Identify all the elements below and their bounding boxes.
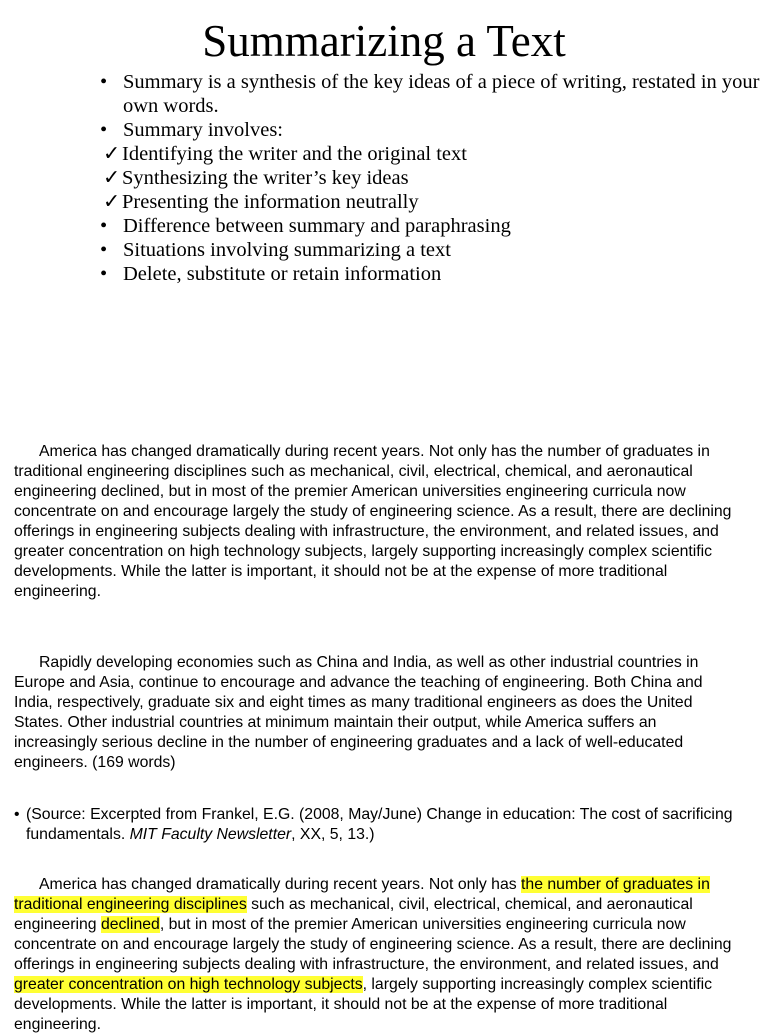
checkmark-icon: ✓: [103, 191, 121, 213]
bullet-item: [0, 118, 768, 142]
highlighted-phrase: greater concentration on high technology subjects: [14, 976, 363, 993]
bullet-item: [0, 238, 768, 262]
bullet-icon: •: [100, 119, 108, 141]
source-suffix: , XX, 5, 13.): [291, 826, 375, 843]
source-citation: [14, 805, 756, 845]
bullet-list: [0, 70, 768, 286]
passage-segment: America has changed dramatically during recent years. Not only has: [39, 876, 522, 893]
checklist-text: Synthesizing the writer’s key ideas: [122, 167, 409, 189]
passage-paragraph-2: Rapidly developing economies such as China and India, as well as other industrial countries in Europe and Asia, continue to encourage and advance the teaching of engineering. Both China and India, respectively, graduate six and eight times as many traditional engineers as does the United States. Other industrial countries at minimum maintain their output, while America suffers an increasingly serious decline in the number of engineering graduates and a lack of well-educated engineers. (169 words): [14, 654, 703, 771]
passage-segment: such as mechanical, civil, electrical, chemical, and aeronautical engineering: [14, 896, 693, 933]
bullet-icon: •: [100, 263, 108, 285]
bullet-item: [0, 70, 768, 118]
bullet-item: [0, 262, 768, 286]
checklist-text: Presenting the information neutrally: [122, 191, 419, 213]
bullet-icon: •: [14, 806, 20, 823]
checklist-item: [0, 166, 768, 190]
passage-paragraph-1: America has changed dramatically during recent years. Not only has the number of graduates in traditional engineering disciplines such as mechanical, civil, electrical, chemical, and aeronautical engineering declined, but in most of the premier American universities engineering curricula now concentrate on and encourage largely the study of engineering science. As a result, there are declining offerings in engineering subjects dealing with infrastructure, the environment, and related issues, and greater concentration on high technology subjects, largely supporting increasingly complex scientific developments. While the latter is important, it should not be at the expense of more traditional engineering.: [14, 443, 732, 600]
source-journal: MIT Faculty Newsletter: [129, 826, 292, 843]
bullet-icon: •: [100, 239, 108, 261]
passage-segment: , largely supporting increasingly complex scientific developments. While the latter is important, it should not be at the expense of more traditional engineering.: [14, 976, 713, 1033]
bullet-text: Summary is a synthesis of the key ideas of a piece of writing, restated in your own words.: [123, 71, 760, 117]
source-prefix: (Source: Excerpted from Frankel, E.G. (2008, May/June) Change in education: The cost of sacrificing fundamentals.: [26, 806, 733, 843]
highlighted-paragraph: [14, 875, 744, 1035]
bullet-text: Situations involving summarizing a text: [123, 239, 451, 261]
bullet-text: Summary involves:: [123, 119, 284, 141]
checkmark-icon: ✓: [103, 143, 121, 165]
bullet-text: Difference between summary and paraphrasing: [123, 215, 511, 237]
bullet-text: Delete, substitute or retain information: [123, 263, 442, 285]
highlighted-phrase: declined: [100, 916, 160, 933]
highlighted-phrase: the number of graduates in traditional engineering disciplines: [14, 876, 710, 913]
checklist-text: Identifying the writer and the original text: [122, 143, 467, 165]
bullet-icon: •: [100, 215, 108, 237]
slide-title: Summarizing a Text: [202, 16, 566, 66]
checklist-item: [0, 142, 768, 166]
passage-segment: , but in most of the premier American universities engineering curricula now concentrate on and encourage largely the study of engineering science. As a result, there are declining offerings in engineering subjects dealing with infrastructure, the environment, and related issues, and: [14, 916, 732, 973]
bullet-icon: •: [100, 71, 108, 93]
bullet-item: [0, 214, 768, 238]
checklist-item: [0, 190, 768, 214]
checkmark-icon: ✓: [103, 167, 121, 189]
